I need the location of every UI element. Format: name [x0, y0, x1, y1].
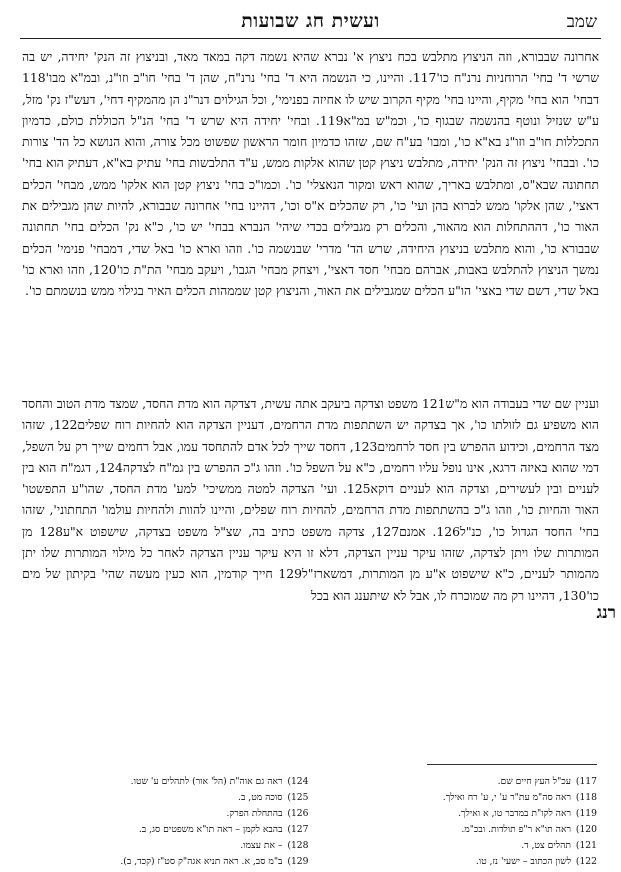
footnote-item	[40, 774, 309, 790]
footnote-text: בהבא לקמן – ראה תו"א משפטים סג, ב.	[138, 824, 283, 835]
footnote-item	[40, 822, 309, 838]
footnote-number: 128)	[287, 840, 309, 851]
footnote-item	[329, 854, 598, 870]
footnote-item	[40, 790, 309, 806]
footnote-text: תהלים צט, ד.	[521, 840, 571, 851]
footnote-divider	[427, 764, 597, 765]
footnotes-left-column	[40, 774, 309, 870]
footnote-number: 121)	[575, 840, 597, 851]
footnote-text: ראה תו"א ר"פ תולדות. ובכ"מ.	[461, 824, 571, 835]
footnote-item	[40, 806, 309, 822]
margin-page-reference: רנג	[596, 603, 616, 623]
footnote-item	[40, 838, 309, 854]
footnote-item	[329, 774, 598, 790]
footnote-item	[329, 806, 598, 822]
footnote-item	[40, 854, 309, 870]
footnote-number: 119)	[575, 808, 597, 819]
footnote-number: 122)	[575, 856, 597, 867]
page-number: שמב	[566, 12, 597, 32]
footnote-number: 124)	[287, 776, 309, 787]
footnotes	[40, 774, 597, 870]
footnote-number: 126)	[287, 808, 309, 819]
footnote-text: סוכה מט, ב.	[238, 792, 283, 803]
footnote-number: 117)	[575, 776, 597, 787]
footnote-number: 118)	[575, 792, 597, 803]
footnote-number: 125)	[287, 792, 309, 803]
body-paragraph-2	[22, 393, 599, 606]
footnote-text: בהתחלת הפרק.	[226, 808, 283, 819]
footnote-text: ראה סה"מ עת"ר ע' י, ע' רח ואילך.	[442, 792, 571, 803]
page-title: ועשית חג שבועות	[241, 10, 380, 32]
footnote-number: 120)	[575, 824, 597, 835]
footnote-number: 127)	[287, 824, 309, 835]
footnote-text: לשון הכתוב – ישעי' נז, טו.	[475, 856, 571, 867]
footnote-text: ראה לקו"ת במדבר טו, א ואילך.	[458, 808, 571, 819]
paragraph-text: ועניין שם שדי בעבודה הוא מ"ש121 משפט וצדקה ביעקב אתה עשית, דצדקה הוא מדת החסד, שמצד מדת הטוב והחסד הוא משפיע גם לזולתו כו', אך בצדקה יש השתתפות מדת הרחמים, דעניין הצדקה הוא להחיות רוח שפלים122, שזהו מצד הרחמים, וכידוע ההפרש בין חסד לרחמים123, דחסד שייך לכל אדם להתחסד עמו, אבל רחמים שייך רק על השפל, דמי שהוא באיזה דרגא, אינו נופל עליו רחמים, כ"א על השפל כו'. וזהו ג"כ ההפרש בין גמ"ח לצדקה124, דגמ"ח הוא בין לעניים ובין לעשירים, וצדקה הוא לעניים דוקא125. ועי' הצדקה למטה ממשיכי' למע' מדת החסד, שהו"ע התפשטו' האור והחיות כו', וזהו ג"כ בהשתתפות מדת הרחמים, להחיות רוח שפלים, והיינו להוות ולהחיות עולמו' התחתוני', שזהו בחי' החסד הגדול כו', כנ"ל126. אמנם127, צדקה משפט כתיב בה, שצ"ל משפט בצדקה, שישפוט א"ע128 מן המותרות שלו ויתן לצדקה, שזהו עיקר עניין הצדקה, דלא זו היא עיקר עניין הצדקה לאחר כל מילוי המותרות שלו יתן מהמותר לעניים, כ"א שישפוט א"ע מן המותרות, דמשארז"ל129 חייך קודמין, הוא כעין מעשה שהי' בקיתון של מים כו'130, דהיינו רק מה שמוכרח לו, אבל לא שיתענג הוא בכל	[22, 396, 599, 603]
paragraph-text: אחרונה שבבורא, וזה הניצוץ מתלבש בכח ניצוץ א' נברא שהיא נשמה דקה במאד מאד, ובניצוץ זה הנק' יחידה, יש בה שרשי ד' בחי' הרוחניות נרנ"ח כו'117. והיינו, כי הנשמה היא ד' בחי' נרנ"ח, שהן ד' בחי' חו"ב וזו"נ, ובמ"א מבו'118 דבחי' הוא בחי' מקיף, והיינו בחי' מקיף הקרוב שיש לו אחיזה בפנימי', וכל הגילוים דנר"נ הן מהמקיף דחי', דעש"ז נק' מזל, ע"ש שנזיל ונוטף בהנשמה שבגוף כו', וכמ"ש במ"א119. ובחי' יחידה היא שרש ד' בחי' הנ"ל הכוללת כולם, כדמיון התכללות חו"ב וזו"נ בא"א כו', ומבו' בע"ח שם, שזהו כדמיון חומר הראשון שפשוט מכל צורה, והוא הנושא כל הד' צורות כו'. ובבחי' ניצוץ זה הנק' יחידה, מתלבש ניצוץ קטן שהוא אלקות ממש, ע"ד התלבשות בחי' עתיק בא"א, דעתיק הוא בחי' תחתונה שבא"ס, ומתלבש באריך, שהוא ראש ומקור הנאצלי' כו'. וכמו"כ בחי' ניצוץ קטן הוא אלקו' ממש, מבחי' הכלים דאצי', שהן אלקו' ממש לברוא בהן ועי' כו', רק שהכלים א"ס וכו', דהיינו בחי' אחרונה שבבורא, להיות שהן מגבילים את האור כו', דההתחלות הוא מהאור, והכלים רק מגבילים בכדי שיהי' הנברא בבחי' יש כו', כ"א נק' הכלים בחי' תחתונה שבבורא כו', והוא מתלבש בניצוץ היחידה, שרש הד' מדרי' שבנשמה כו'. וזהו וארא כו' באל שדי, דמבחי' פנימי' הכלים נמשך הניצוץ להתלבש באבות, אברהם מבחי' חסד דאצי', ויצחק מבחי' הגבו', ויעקב מבחי' הת"ת כו'120, וזהו וארא כו' באל שדי, דשם שדי באצי' הו"ע הכלים שמגבילים את האור, והניצוץ קטן שממהות הכלים האיר בגילוי ממש בנשמתם כו'.	[22, 49, 599, 299]
footnote-item	[329, 838, 598, 854]
body-paragraph-1	[22, 46, 599, 302]
footnote-text: עכ"ל העץ חיים שם.	[497, 776, 571, 787]
footnote-text: – את עצמו.	[240, 840, 283, 851]
footnotes-right-column	[329, 774, 598, 870]
footnote-text: ב"מ סב, א. ראה תניא אגה"ק סט"ז (קכד, ב).	[120, 856, 283, 867]
footnote-number: 129)	[287, 856, 309, 867]
footnote-item	[329, 790, 598, 806]
footnote-text: ראה גם אוה"ת (הל' אור) לתהלים ע' שטו.	[130, 776, 283, 787]
running-header	[20, 8, 601, 39]
footnote-item	[329, 822, 598, 838]
